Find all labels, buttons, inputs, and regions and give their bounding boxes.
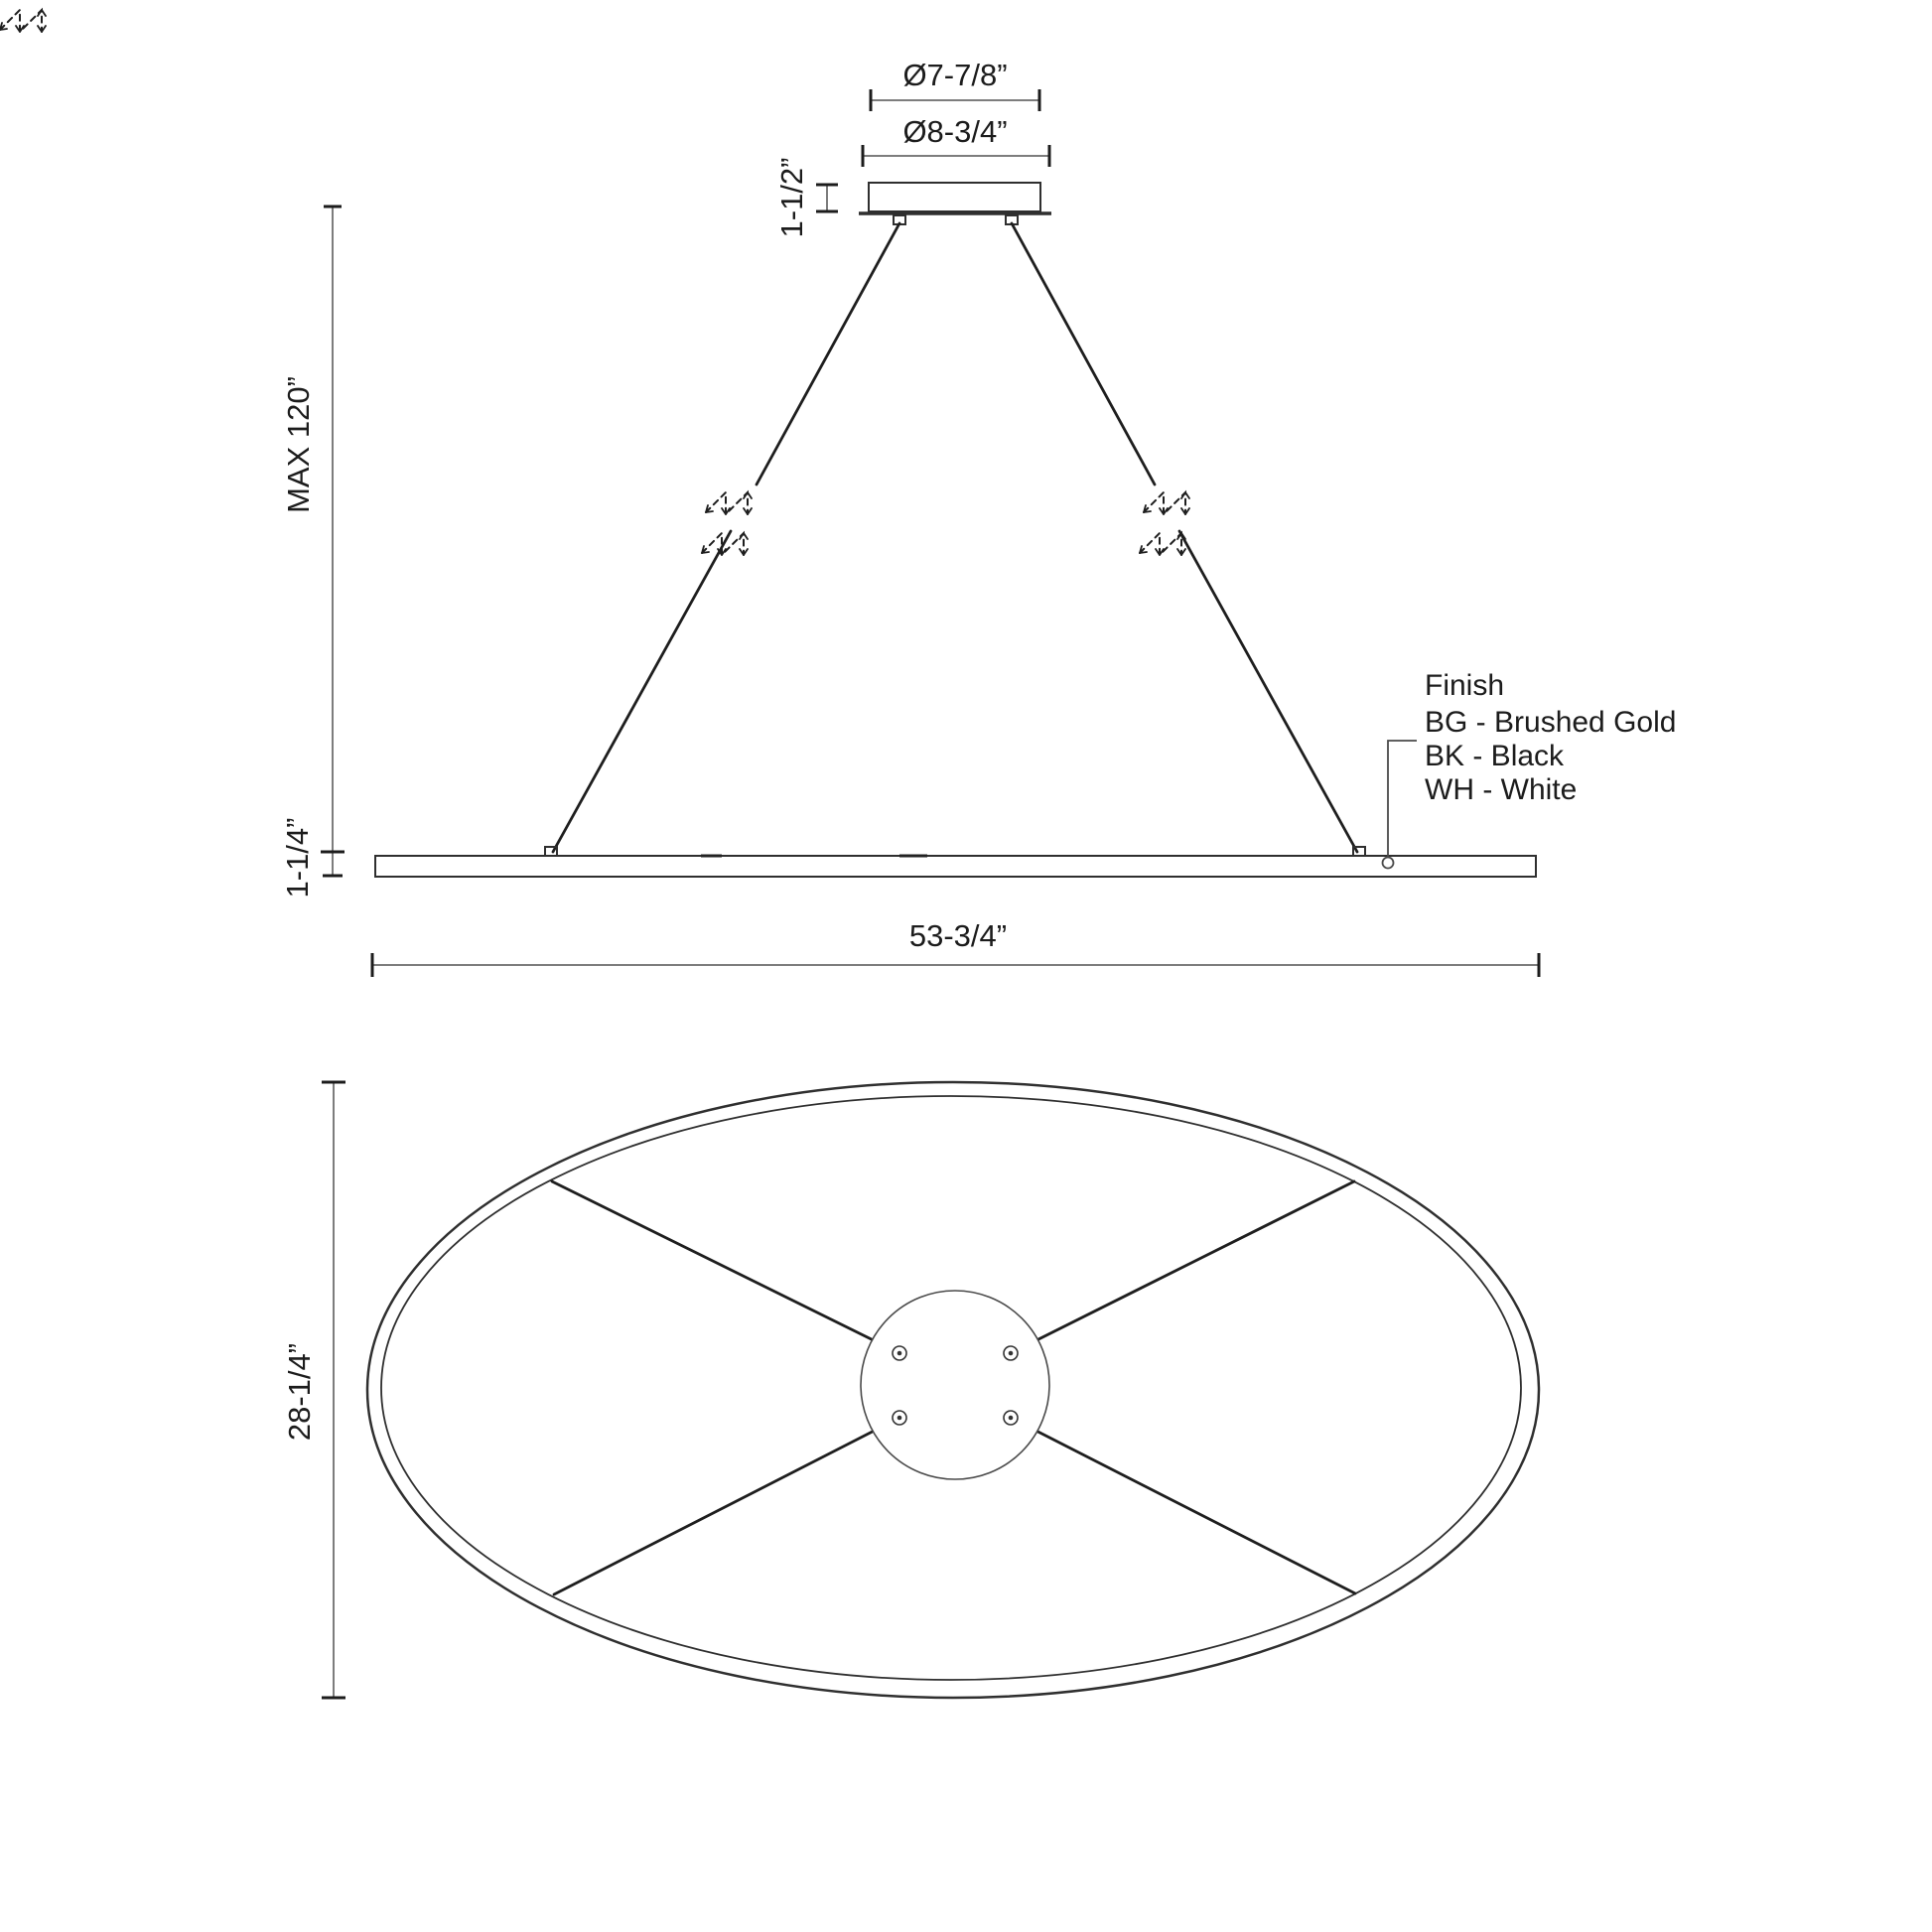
cable-break-symbol bbox=[1144, 492, 1189, 514]
dim-fixture-width-label: 53-3/4” bbox=[908, 918, 1008, 953]
fixture-bar-outline bbox=[375, 856, 1536, 877]
canopy bbox=[859, 183, 1051, 224]
finish-option: WH - White bbox=[1425, 773, 1578, 806]
suspension-cables bbox=[0, 10, 1357, 852]
cable-break-symbol bbox=[0, 10, 46, 32]
dim-canopy-mount-diameter bbox=[863, 114, 1049, 167]
cable-break-symbol bbox=[706, 492, 752, 514]
dim-canopy-mount-label: Ø8-3/4” bbox=[902, 114, 1008, 149]
dim-canopy-outer-diameter bbox=[871, 58, 1039, 111]
plan-cable-upper-right bbox=[1011, 1181, 1354, 1353]
dim-max-suspension-label: MAX 120” bbox=[281, 376, 317, 513]
dim-fixture-depth bbox=[282, 1082, 345, 1698]
finish-title: Finish bbox=[1425, 669, 1505, 702]
plan-cable-lower-right bbox=[1011, 1418, 1355, 1593]
dim-fixture-width bbox=[372, 918, 1539, 977]
dim-fixture-depth-label: 28-1/4” bbox=[282, 1342, 318, 1442]
finish-leader-marker bbox=[1383, 858, 1394, 869]
plan-view bbox=[282, 1082, 1539, 1698]
fixture-bar bbox=[375, 847, 1536, 877]
plan-canopy-outline bbox=[861, 1291, 1049, 1479]
cable-right-upper bbox=[1012, 223, 1155, 484]
dim-max-suspension bbox=[281, 207, 342, 852]
plan-canopy bbox=[861, 1291, 1049, 1479]
dim-canopy-height-label: 1-1/2” bbox=[774, 157, 810, 238]
plan-cable-upper-left bbox=[552, 1181, 899, 1353]
dim-canopy-height bbox=[774, 158, 838, 238]
cable-point-center bbox=[1009, 1416, 1014, 1421]
canopy-body bbox=[869, 183, 1040, 211]
dim-canopy-outer-label: Ø7-7/8” bbox=[902, 58, 1008, 92]
dim-fixture-thickness-label: 1-1/4” bbox=[280, 817, 316, 898]
finish-option: BG - Brushed Gold bbox=[1425, 706, 1677, 739]
cable-point-center bbox=[897, 1351, 902, 1356]
finish-option: BK - Black bbox=[1425, 740, 1565, 772]
cable-break-symbol bbox=[1140, 533, 1185, 555]
cable-right-lower bbox=[1179, 531, 1357, 852]
finish-callout bbox=[1383, 669, 1677, 869]
dim-fixture-thickness bbox=[280, 818, 345, 898]
finish-leader-line bbox=[1388, 741, 1417, 857]
cable-left-upper bbox=[757, 223, 899, 484]
cable-point-center bbox=[897, 1416, 902, 1421]
cable-point-center bbox=[1009, 1351, 1014, 1356]
elevation-view bbox=[0, 10, 1676, 977]
cable-left-lower bbox=[553, 531, 731, 852]
plan-cable-lower-left bbox=[554, 1418, 899, 1594]
